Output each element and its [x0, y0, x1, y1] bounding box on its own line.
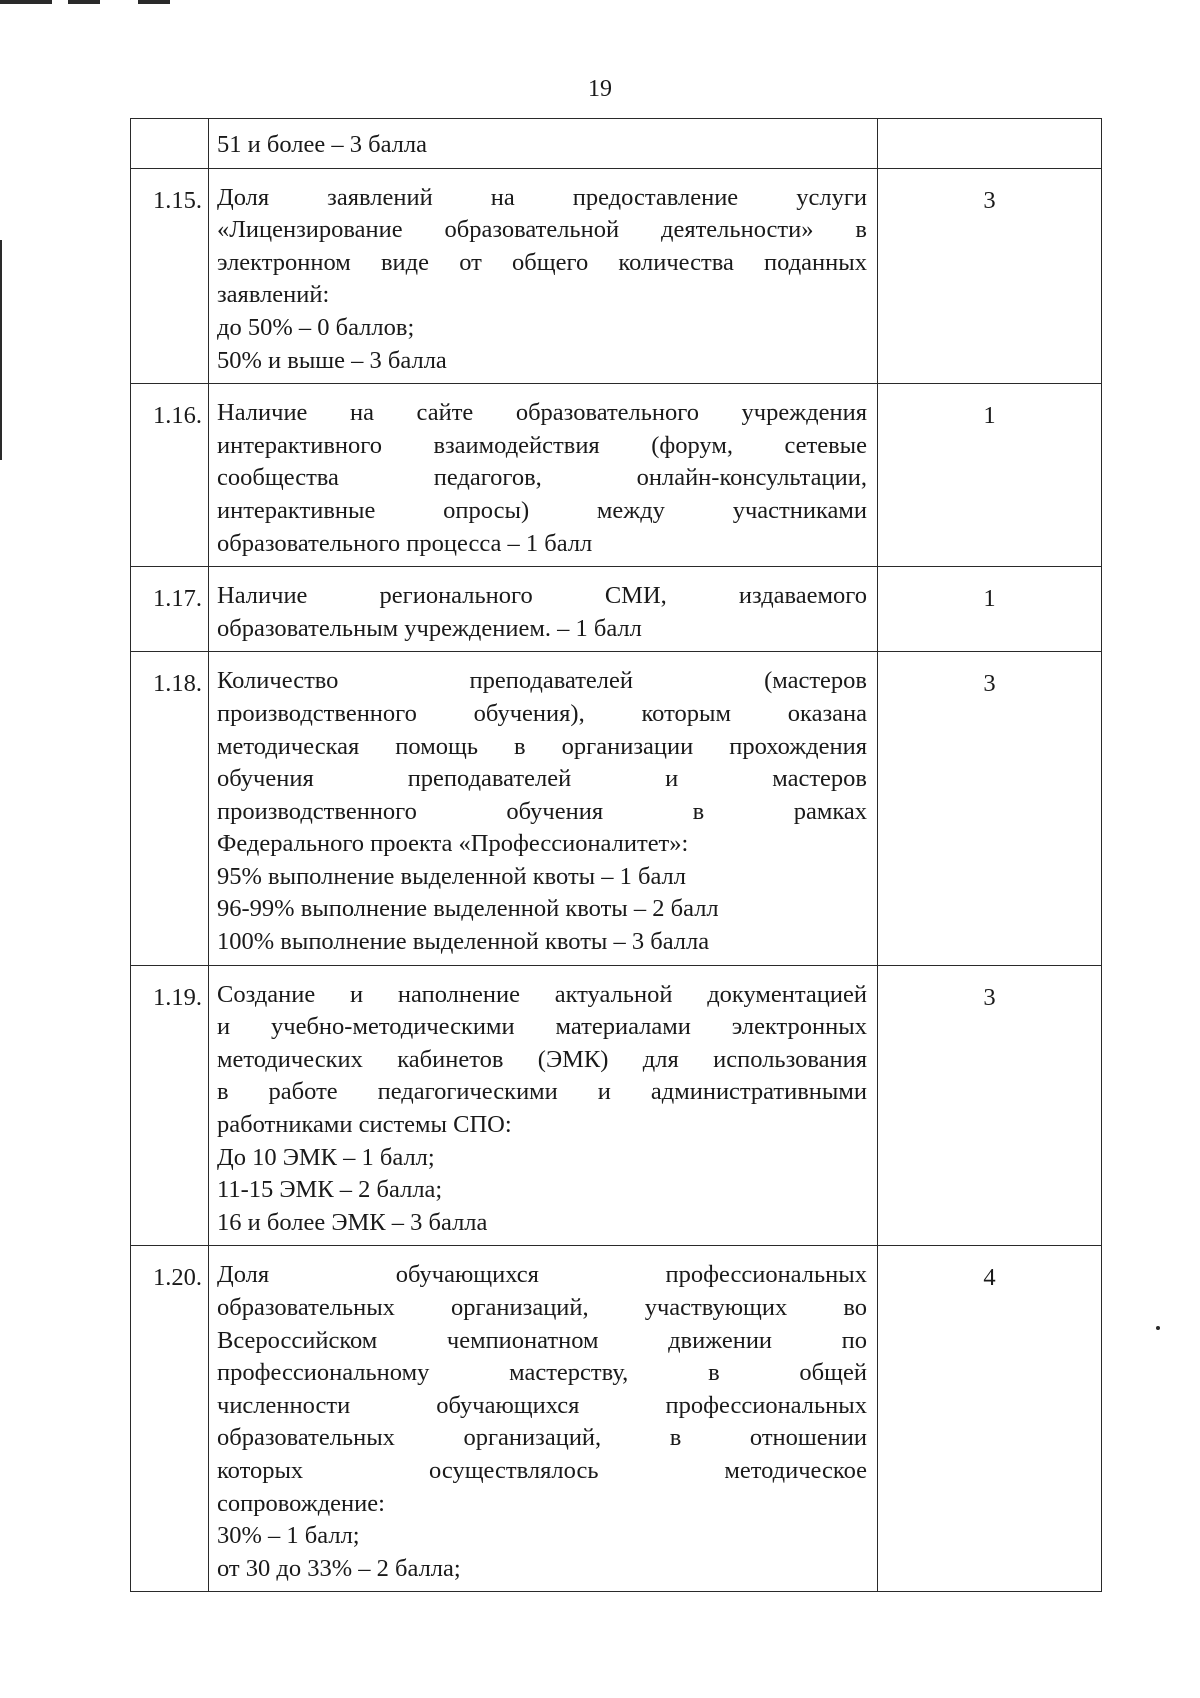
text-line: сопровождение:	[217, 1489, 385, 1517]
score-value: 3	[878, 652, 1102, 965]
text-line: 96-99% выполнение выделенной квоты – 2 балл	[217, 895, 719, 923]
text-line: Наличие регионального СМИ, издаваемого	[217, 582, 867, 610]
text-line: обучения преподавателей и мастеров	[217, 765, 867, 793]
text-line: Доля обучающихся профессиональных	[217, 1261, 867, 1289]
text-line: производственного обучения в рамках	[217, 797, 867, 825]
text-line: образовательных организаций, участвующих во	[217, 1294, 867, 1321]
text-line: образовательного процесса – 1 балл	[217, 529, 593, 557]
criteria-table	[130, 118, 1102, 1592]
scan-edge-mark	[0, 240, 2, 460]
text-line: Наличие на сайте образовательного учреждения	[217, 399, 867, 427]
text-line: от 30 до 33% – 2 балла;	[217, 1554, 461, 1582]
text-line: 100% выполнение выделенной квоты – 3 балла	[217, 928, 710, 956]
text-line: Доля заявлений на предоставление услуги	[217, 183, 867, 211]
text-line: и учебно-методическими материалами электронных	[217, 1013, 867, 1041]
scan-edge-mark	[0, 0, 52, 4]
text-line: работниками системы СПО:	[217, 1111, 512, 1139]
text-line: профессиональному мастерству, в общей	[217, 1359, 867, 1387]
score-value: 4	[878, 1246, 1102, 1592]
criterion-text	[209, 965, 878, 1246]
text-line: 16 и более ЭМК – 3 балла	[217, 1208, 488, 1236]
text-line: 50% и выше – 3 балла	[217, 346, 447, 374]
scan-edge-mark	[68, 0, 100, 4]
score-value: 3	[878, 168, 1102, 384]
text-line: сообщества педагогов, онлайн-консультации,	[217, 464, 867, 492]
text-line: методическая помощь в организации прохождения	[217, 732, 867, 760]
table-row	[131, 652, 1102, 965]
table-row	[131, 119, 1102, 169]
table-row	[131, 168, 1102, 384]
score-value: 3	[878, 965, 1102, 1246]
item-number: 1.15.	[131, 168, 209, 384]
text-line: которых осуществлялось методическое	[217, 1456, 867, 1484]
text-line: 51 и более – 3 балла	[217, 131, 427, 158]
table-row	[131, 384, 1102, 567]
text-line: Количество преподавателей (мастеров	[217, 667, 867, 695]
criterion-text	[209, 1246, 878, 1592]
text-line: интерактивного взаимодействия (форум, сетевые	[217, 431, 867, 459]
scan-edge-mark	[138, 0, 170, 4]
criterion-text	[209, 119, 878, 169]
text-line: Всероссийском чемпионатном движении по	[217, 1326, 867, 1354]
table-row	[131, 1246, 1102, 1592]
text-line: производственного обучения), которым оказана	[217, 699, 867, 727]
text-line: «Лицензирование образовательной деятельности» в	[217, 216, 867, 244]
criterion-text	[209, 384, 878, 567]
item-number: 1.16.	[131, 384, 209, 567]
score-value	[878, 119, 1102, 169]
criterion-text	[209, 567, 878, 652]
text-line: заявлений:	[217, 281, 330, 309]
text-line: 30% – 1 балл;	[217, 1522, 360, 1550]
text-line: образовательным учреждением. – 1 балл	[217, 614, 642, 642]
text-line: методических кабинетов (ЭМК) для использования	[217, 1045, 867, 1073]
item-number: 1.19.	[131, 965, 209, 1246]
scan-edge-mark	[1156, 1326, 1160, 1330]
criterion-text	[209, 168, 878, 384]
text-line: в работе педагогическими и административными	[217, 1078, 867, 1106]
table-row	[131, 965, 1102, 1246]
criterion-text	[209, 652, 878, 965]
text-line: 95% выполнение выделенной квоты – 1 балл	[217, 862, 686, 890]
item-number	[131, 119, 209, 169]
text-line: Федерального проекта «Профессионалитет»:	[217, 830, 689, 858]
text-line: До 10 ЭМК – 1 балл;	[217, 1143, 435, 1171]
score-value: 1	[878, 567, 1102, 652]
score-value: 1	[878, 384, 1102, 567]
page-number: 19	[588, 76, 612, 102]
text-line: образовательных организаций, в отношении	[217, 1424, 867, 1452]
text-line: 11-15 ЭМК – 2 балла;	[217, 1176, 443, 1204]
text-line: электронном виде от общего количества поданных	[217, 248, 867, 276]
text-line: численности обучающихся профессиональных	[217, 1391, 867, 1419]
item-number: 1.17.	[131, 567, 209, 652]
item-number: 1.20.	[131, 1246, 209, 1592]
text-line: до 50% – 0 баллов;	[217, 313, 415, 341]
text-line: Создание и наполнение актуальной документацией	[217, 980, 867, 1008]
item-number: 1.18.	[131, 652, 209, 965]
table-row	[131, 567, 1102, 652]
text-line: интерактивные опросы) между участниками	[217, 496, 867, 524]
